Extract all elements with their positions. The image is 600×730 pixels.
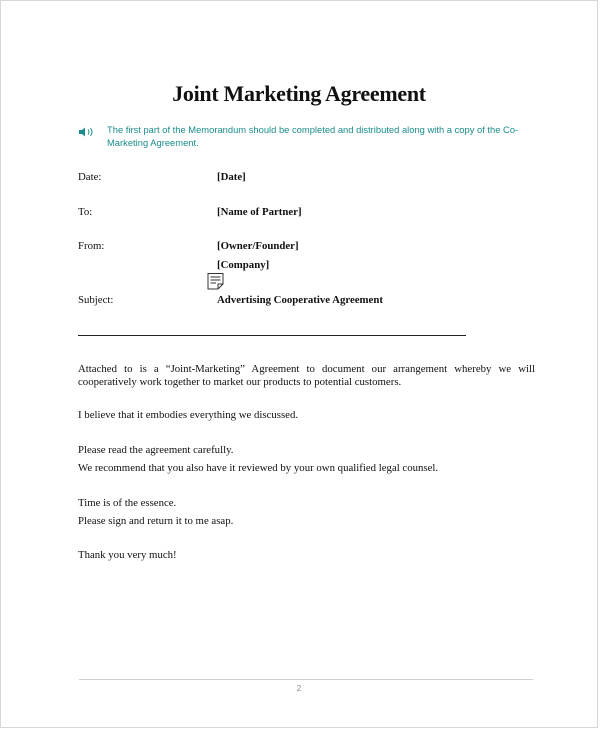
instruction-note [77,124,547,149]
body-paragraph-7: Thank you very much! [78,549,177,561]
from-label: From: [78,240,105,252]
body-paragraph-6: Please sign and return it to me asap. [78,515,234,527]
speaker-note-icon [77,126,99,138]
to-label: To: [78,206,93,218]
footer-divider [79,679,533,680]
from-value-owner: [Owner/Founder] [217,240,299,252]
instruction-note-text: The first part of the Memorandum should be completed and distributed along with a copy of the Co-Marketing Agreement. [107,124,519,148]
date-label: Date: [78,171,102,183]
page-number: 2 [296,684,302,693]
body-paragraph-2: I believe that it embodies everything we discussed. [78,409,299,421]
to-value: [Name of Partner] [217,206,302,218]
subject-value: Advertising Cooperative Agreement [217,294,383,306]
body-paragraph-4: We recommend that you also have it reviewed by your own qualified legal counsel. [78,462,439,474]
subject-label: Subject: [78,294,114,306]
body-paragraph-5: Time is of the essence. [78,497,177,509]
from-value-company: [Company] [217,259,270,271]
section-divider [78,335,466,336]
comment-note-icon[interactable] [206,272,228,294]
body-paragraph-1: Attached to is a “Joint-Marketing” Agreement to document our arrangement whereby we will cooperatively work together to market our products to potential customers. [78,363,535,388]
date-value: [Date] [217,171,246,183]
document-title: Joint Marketing Agreement [172,81,426,106]
body-paragraph-3: Please read the agreement carefully. [78,444,234,456]
